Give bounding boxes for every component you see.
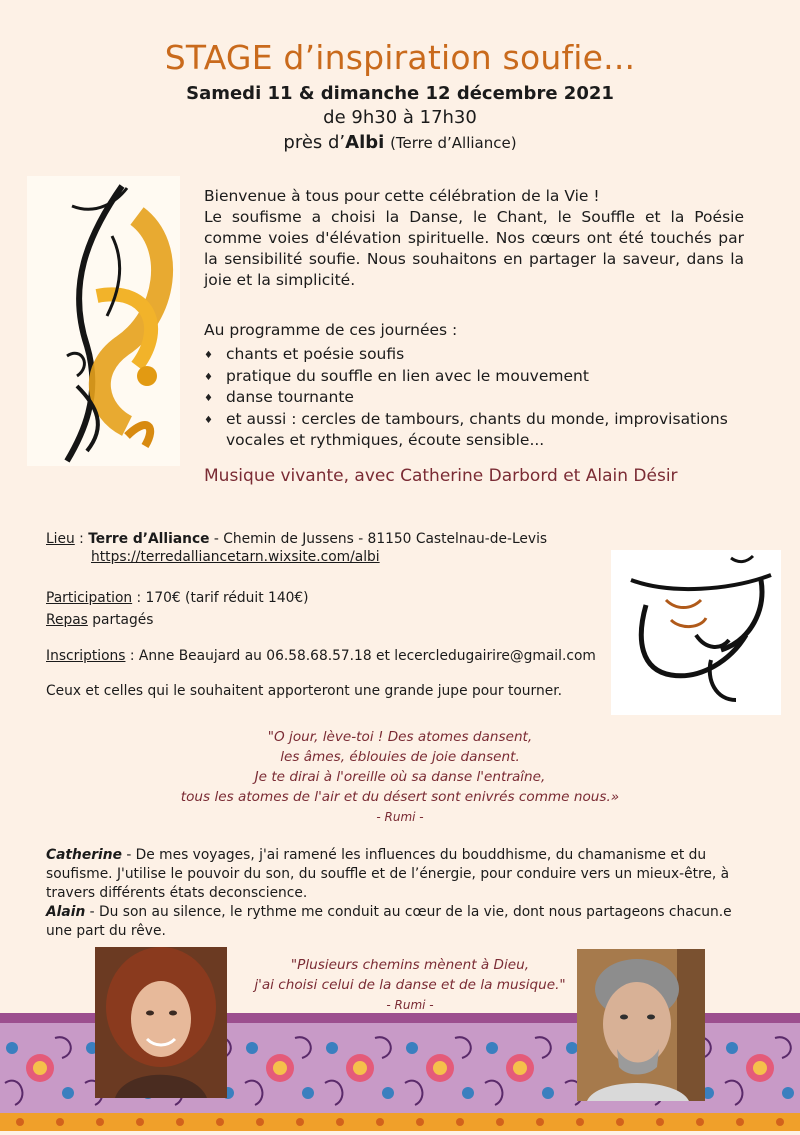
music-line: Musique vivante, avec Catherine Darbord et Alain Désir — [204, 466, 678, 486]
bio-catherine — [46, 846, 752, 903]
calligraphy-image — [27, 176, 180, 466]
bio-text: - De mes voyages, j'ai ramené les influences du bouddhisme, du chamanisme et du soufisme. J'utilise le pouvoir du son, du souffle et de l’énergie, pour conduire vers un mieux-être, à travers différents états deconscience. — [46, 847, 730, 901]
place-city: Albi — [345, 132, 385, 153]
program-item: ♦ danse tournante — [204, 387, 749, 409]
rumi-quote-1 — [0, 727, 800, 827]
flyer-title: STAGE d’inspiration soufie... — [164, 38, 636, 77]
inscriptions-value: : Anne Beaujard au 06.58.68.57.18 et lecercledugairire@gmail.com — [125, 648, 596, 664]
repas-value: partagés — [87, 612, 154, 628]
lieu-website-link[interactable]: https://terredalliancetarn.wixsite.com/albi — [91, 549, 380, 565]
participation-line — [46, 590, 309, 606]
event-dates: Samedi 11 & dimanche 12 décembre 2021 — [186, 83, 614, 104]
intro-text — [204, 186, 744, 291]
event-hours: de 9h30 à 17h30 — [323, 107, 477, 128]
quote-line: Je te dirai à l'oreille où sa danse l'entraîne, — [254, 769, 546, 785]
lieu-address: - Chemin de Jussens - 81150 Castelnau-de-Levis — [209, 531, 548, 547]
program-heading: Au programme de ces journées : — [204, 321, 458, 339]
inscriptions-line — [46, 648, 596, 664]
program-item: ♦ et aussi : cercles de tambours, chants du monde, improvisations vocales et rythmiques, écoute sensible... — [204, 409, 749, 452]
lieu-line: Lieu : Terre d’Alliance - Chemin de Jussens - 81150 Castelnau-de-Levis — [46, 531, 548, 547]
quote-line: "O jour, lève-toi ! Des atomes dansent, — [267, 729, 533, 745]
quote-line: les âmes, éblouies de joie dansent. — [280, 749, 520, 765]
quote-author: - Rumi - — [386, 998, 434, 1012]
quote-line: tous les atomes de l'air et du désert sont enivrés comme nous.» — [180, 789, 620, 805]
quote-author: - Rumi - — [376, 810, 424, 824]
repas-label: Repas — [46, 612, 88, 628]
intro-welcome: Bienvenue à tous pour cette célébration de la Vie ! — [204, 187, 600, 205]
bio-text: - Du son au silence, le rythme me conduit au cœur de la vie, dont nous partageons chacun.e une part du rêve. — [46, 904, 732, 939]
calligraphy-image-2 — [611, 550, 781, 715]
repas-line — [46, 612, 153, 628]
event-place — [0, 132, 800, 153]
place-prefix: près d’ — [283, 132, 346, 153]
bio-alain — [46, 903, 752, 941]
jupe-note: Ceux et celles qui le souhaitent apporteront une grande jupe pour tourner. — [46, 683, 562, 699]
place-detail: (Terre d’Alliance) — [390, 134, 517, 152]
bio-name: Alain — [46, 904, 86, 920]
bio-name: Catherine — [46, 847, 122, 863]
photo-alain — [577, 949, 705, 1101]
lieu-name: Terre d’Alliance — [88, 531, 210, 547]
lieu-label: Lieu — [46, 531, 75, 547]
program-list — [204, 344, 749, 452]
inscriptions-label: Inscriptions — [46, 648, 126, 664]
intro-body: Le soufisme a choisi la Danse, le Chant, le Souffle et la Poésie comme voies d'élévation spirituelle. Nos cœurs ont été touchés par la sensibilité soufie. Nous souhaitons en partager la saveur, dans la joie et la simplicité. — [204, 208, 744, 289]
participation-value: : 170€ (tarif réduit 140€) — [132, 590, 309, 606]
program-item: ♦ pratique du souffle en lien avec le mouvement — [204, 366, 749, 388]
quote-line: j'ai choisi celui de la danse et de la musique." — [254, 977, 566, 993]
program-item: ♦ chants et poésie soufis — [204, 344, 749, 366]
participation-label: Participation — [46, 590, 133, 606]
quote-line: "Plusieurs chemins mènent à Dieu, — [290, 957, 530, 973]
